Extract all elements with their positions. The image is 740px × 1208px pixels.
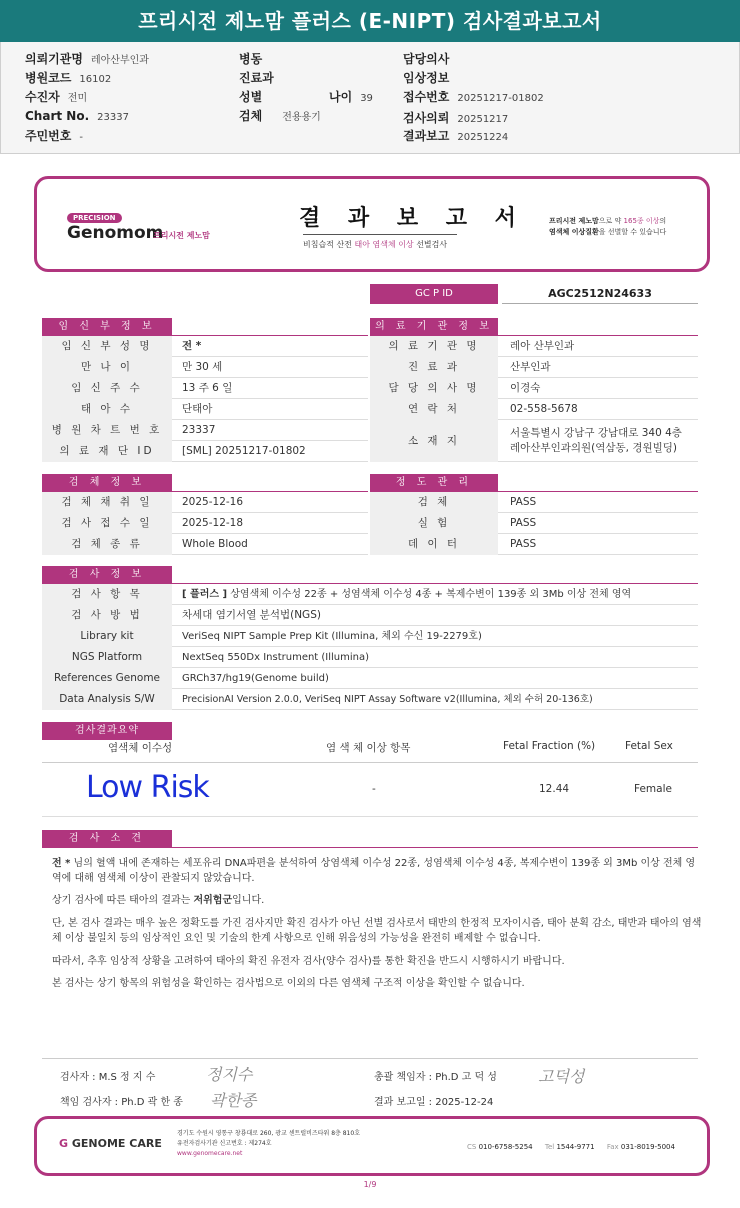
plus-tag: [ 플러스 ] <box>182 589 228 600</box>
label: Chart No. <box>25 109 90 123</box>
row-key: 실 험 <box>370 513 498 534</box>
row-value: 23337 <box>182 424 216 436</box>
row-key: References Genome <box>42 668 172 689</box>
blurb-bold: 염색체 이상질환 <box>549 228 599 236</box>
paragraph-text: 님의 혈액 내에 존재하는 세포유리 DNA파편을 분석하여 상염색체 이수성 22종, 성염색체 이수성 4종, 복제수변이 139종 외 3Mb 이상 전체 영역에 대해 염색체 이상이 관찰되지 않았습니다. <box>52 858 696 884</box>
logo-text: GENOME CARE <box>71 1137 162 1150</box>
summary-header: 검사결과요약 <box>42 722 172 740</box>
value: 20251217-01802 <box>457 93 544 104</box>
responsible-signature: 곽한종 <box>210 1091 257 1110</box>
label: 주민번호 <box>25 129 72 143</box>
summary-col-fetal-fraction: Fetal Fraction (%) <box>503 740 596 752</box>
institution-row <box>370 357 698 378</box>
blurb-bold: 프리시전 제노맘 <box>549 217 599 225</box>
website-link[interactable]: www.genomecare.net <box>177 1150 243 1157</box>
label: 담당의사 <box>403 52 450 66</box>
code-row <box>25 69 111 86</box>
label: 진료과 <box>239 71 274 85</box>
row-key: 만 나 이 <box>42 357 172 378</box>
summary-fetal-fraction: 12.44 <box>539 783 570 795</box>
qc-row <box>370 492 698 513</box>
clinical-row <box>403 69 449 86</box>
signature-divider <box>42 1058 698 1059</box>
blurb-highlight: 165종 이상 <box>623 217 660 225</box>
genomom-logo: Genomom <box>67 223 164 243</box>
sub-post: 선별검사 <box>413 240 448 249</box>
license-line: 유전자검사기관 신고번호 : 제274호 <box>177 1140 272 1147</box>
opinion-paragraph: 본 검사는 상기 항목의 위험성을 확인하는 검사법으로 이외의 다른 염색체 구조적 이상을 확인할 수 없습니다. <box>52 978 525 989</box>
summary-col-fetal-sex: Fetal Sex <box>625 740 673 752</box>
qc-row <box>370 534 698 555</box>
item-text: 상염색체 이수성 22종 + 성염색체 이수성 4종 + 복제수변이 139종 외 3Mb 이상 전체 영역 <box>227 589 632 600</box>
test-row <box>42 689 698 710</box>
specimen-row <box>42 513 368 534</box>
fax-label: Fax <box>606 1143 619 1151</box>
label: 검체 <box>239 109 263 123</box>
sub-pre: 비침습적 산전 <box>303 240 355 249</box>
row-value: PASS <box>510 517 537 529</box>
page-number: 1/9 <box>363 1180 377 1189</box>
pregnant-row <box>42 420 368 441</box>
request-row <box>403 109 508 126</box>
address-value <box>510 426 682 456</box>
institution-row <box>370 336 698 357</box>
row-value: 02-558-5678 <box>510 403 578 415</box>
label: 병동 <box>239 52 263 66</box>
test-row <box>42 626 698 647</box>
label: 결과보고 <box>403 129 450 143</box>
responsible-tester-label: 책임 검사자 : Ph.D 곽 한 종 <box>60 1097 183 1108</box>
summary-abnormal-item: - <box>372 783 376 795</box>
receipt-row <box>403 88 544 105</box>
institution-address-row <box>370 420 698 462</box>
chief-label: 총괄 책임자 : Ph.D 고 덕 성 <box>374 1072 497 1083</box>
patient-name: 전 * <box>52 858 71 869</box>
summary-bottom-line <box>42 816 698 817</box>
label: 의뢰기관명 <box>25 52 83 66</box>
banner-blurb <box>549 216 666 238</box>
opinion-paragraph <box>52 893 702 908</box>
test-row <box>42 647 698 668</box>
row-value: 2025-12-16 <box>182 496 244 508</box>
qc-row <box>370 513 698 534</box>
report-subtitle <box>303 239 447 250</box>
rrn-row <box>25 127 83 144</box>
row-key: 연 락 처 <box>370 399 498 420</box>
row-key: 검 체 채 취 일 <box>42 492 172 513</box>
label: 나이 <box>329 90 353 104</box>
address-line: 경기도 수원시 영통구 창룡대로 260, 광교 센트럴비즈타워 8층 810호 <box>177 1130 360 1137</box>
report-banner <box>34 176 710 272</box>
label: 병원코드 <box>25 71 72 85</box>
ward-row <box>239 50 262 67</box>
pregnant-row <box>42 357 368 378</box>
opinion-paragraph: 단, 본 검사 결과는 매우 높은 정확도를 가진 검사지만 확진 검사가 아닌 선별 검사로서 태반의 한정적 모자이시즘, 태아 분획 감소, 태반과 태아의 염색체 이상 불일치 등의 임상적인 요인 및 기술의 한계 사항으로 인해 위음성의 가능성을 완전히 배제할 수 없습니다. <box>52 918 702 944</box>
paragraph-text: 입니다. <box>232 895 265 906</box>
specimen-info-header: 검 체 정 보 <box>42 474 172 492</box>
row-value: PASS <box>510 496 537 508</box>
specimen-row <box>42 492 368 513</box>
value: 23337 <box>97 112 129 123</box>
summary-col-aneuploidy: 염색체 이수성 <box>108 742 173 754</box>
row-value: PASS <box>510 538 537 550</box>
doctor-row <box>403 50 449 67</box>
result-low-risk: Low Risk <box>86 770 209 805</box>
institution-row <box>370 378 698 399</box>
footer-contacts <box>457 1143 675 1151</box>
row-value: 13 주 6 일 <box>182 382 233 394</box>
test-row <box>42 605 698 626</box>
opinion-header: 검 사 소 견 <box>42 830 172 848</box>
heading-divider <box>303 234 457 235</box>
tel-label: Tel <box>544 1143 555 1151</box>
pregnant-row <box>42 441 368 462</box>
collector-row <box>25 88 87 105</box>
gcpid-value: AGC2512N24633 <box>502 284 698 304</box>
genomom-subtitle: 프리시전 제노맘 <box>153 231 210 240</box>
summary-fetal-sex: Female <box>634 783 672 795</box>
report-date-label: 결과 보고일 : 2025-12-24 <box>374 1097 494 1108</box>
pregnant-row <box>42 378 368 399</box>
label: 검사의뢰 <box>403 111 450 125</box>
section-line <box>172 847 698 848</box>
footer-box <box>34 1116 710 1176</box>
test-row <box>42 584 698 605</box>
sex-row <box>239 88 262 105</box>
row-value: VeriSeq NIPT Sample Prep Kit (Illumina, 체외 수신 19-2279호) <box>182 631 482 642</box>
row-key: 태 아 수 <box>42 399 172 420</box>
row-value: 전 * <box>182 340 202 352</box>
report-row <box>403 127 508 144</box>
genome-care-logo <box>59 1137 162 1150</box>
row-key: 검 체 종 류 <box>42 534 172 555</box>
report-title-bar: 프리시전 제노맘 플러스 (E-NIPT) 검사결과보고서 <box>0 0 740 42</box>
tester-signature: 정지수 <box>206 1065 253 1084</box>
specimen-row <box>42 534 368 555</box>
row-key: 의 료 기 관 명 <box>370 336 498 357</box>
address-line: 서울특별시 강남구 강남대로 340 4층 <box>510 427 682 439</box>
test-row <box>42 668 698 689</box>
row-key: 소 재 지 <box>370 420 498 462</box>
opinion-paragraph: 따라서, 추후 임상적 상황을 고려하여 태아의 확진 유전자 검사(양수 검사)를 통한 확진을 반드시 시행하시기 바랍니다. <box>52 956 565 967</box>
row-key: 검 체 <box>370 492 498 513</box>
address-line: 레아산부인과의원(역삼동, 경원빌딩) <box>510 442 678 454</box>
pregnant-row <box>42 336 368 357</box>
row-key: 데 이 터 <box>370 534 498 555</box>
row-key: Library kit <box>42 626 172 647</box>
chart-row <box>25 109 129 123</box>
label: 임상정보 <box>403 71 450 85</box>
genome-care-mark-icon: G <box>59 1137 69 1150</box>
age-row <box>329 88 373 105</box>
blurb-text: 의 <box>659 217 667 225</box>
gcpid-label: GC P ID <box>370 284 498 304</box>
row-key: Data Analysis S/W <box>42 689 172 710</box>
value: 레아산부인과 <box>90 55 149 66</box>
row-value: Whole Blood <box>182 538 248 550</box>
row-value: 만 30 세 <box>182 361 223 373</box>
pregnant-row <box>42 399 368 420</box>
blurb-text: 으로 약 <box>598 217 624 225</box>
tel-number: 1544-9771 <box>556 1143 595 1151</box>
precision-badge: PRECISION <box>67 213 122 223</box>
cs-label: CS <box>467 1143 477 1151</box>
row-key: 진 료 과 <box>370 357 498 378</box>
fax-number: 031-8019-5004 <box>620 1143 675 1151</box>
row-value: 2025-12-18 <box>182 517 244 529</box>
qc-header: 정 도 관 리 <box>370 474 498 492</box>
row-key: 임 신 부 성 명 <box>42 336 172 357</box>
institution-row <box>370 399 698 420</box>
opinion-paragraph <box>52 856 702 886</box>
row-key: 병 원 차 트 번 호 <box>42 420 172 441</box>
row-key: 의 료 재 단 ID <box>42 441 172 462</box>
chief-signature: 고덕성 <box>538 1067 585 1086</box>
row-value: [SML] 20251217-01802 <box>182 445 306 457</box>
value: - <box>79 132 83 143</box>
value: 20251217 <box>457 114 509 125</box>
dept-row <box>239 69 274 86</box>
patient-info-panel <box>0 42 740 154</box>
cs-number: 010-6758-5254 <box>478 1143 533 1151</box>
label: 접수번호 <box>403 90 450 104</box>
row-value: GRCh37/hg19(Genome build) <box>182 673 329 684</box>
sub-highlight: 태아 염색체 이상 <box>354 240 414 249</box>
row-value <box>182 584 631 605</box>
specimen-row <box>239 107 321 124</box>
row-value: 레아 산부인과 <box>510 340 575 352</box>
summary-col-abnormal-items: 염 색 체 이상 항목 <box>326 742 411 754</box>
value: 20251224 <box>457 132 509 143</box>
pregnant-info-header: 임 신 부 정 보 <box>42 318 172 336</box>
value: 전용용기 <box>282 112 321 123</box>
row-value: NextSeq 550Dx Instrument (Illumina) <box>182 652 370 663</box>
footer-address <box>177 1129 360 1159</box>
hospital-row <box>25 50 149 67</box>
value: 39 <box>360 93 373 104</box>
row-value: 이경숙 <box>510 382 541 394</box>
row-key: 검 사 접 수 일 <box>42 513 172 534</box>
value: 16102 <box>79 74 112 85</box>
summary-divider <box>42 762 698 763</box>
row-key: NGS Platform <box>42 647 172 668</box>
label: 성별 <box>239 90 263 104</box>
tester-label: 검사자 : M.S 정 지 수 <box>60 1072 156 1083</box>
row-key: 담 당 의 사 명 <box>370 378 498 399</box>
row-key: 임 신 주 수 <box>42 378 172 399</box>
row-key: 검 사 방 법 <box>42 605 172 626</box>
row-value: 차세대 염기서열 분석법(NGS) <box>182 609 321 621</box>
row-key: 검 사 항 목 <box>42 584 172 605</box>
paragraph-text: 상기 검사에 따른 태아의 결과는 <box>52 895 194 906</box>
risk-group: 저위험군 <box>193 895 233 906</box>
value: 전미 <box>67 93 88 104</box>
test-info-header: 검 사 정 보 <box>42 566 172 584</box>
blurb-text: 을 선별할 수 있습니다 <box>598 228 667 236</box>
row-value: 산부인과 <box>510 361 551 373</box>
row-value: PrecisionAI Version 2.0.0, VeriSeq NIPT Assay Software v2(Illumina, 체외 수허 20-136호) <box>182 694 593 705</box>
label: 수진자 <box>25 90 60 104</box>
institution-info-header: 의 료 기 관 정 보 <box>370 318 498 336</box>
row-value: 단태아 <box>182 403 213 415</box>
report-heading: 결 과 보 고 서 <box>299 206 526 231</box>
